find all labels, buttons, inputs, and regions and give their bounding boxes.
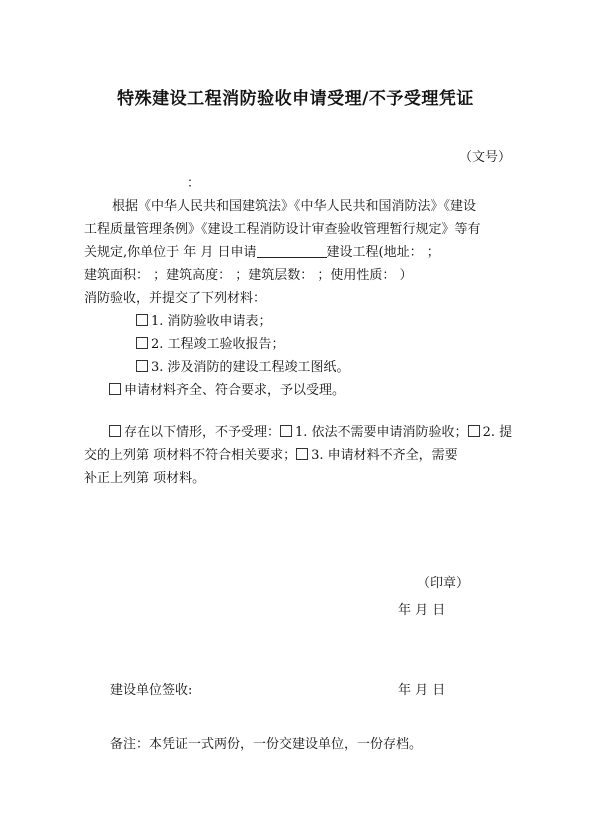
- address-text: 建设工程(地址： ；: [326, 245, 440, 260]
- body-line-4: 建筑面积： ；建筑高度： ；建筑层数： ；使用性质： ）: [84, 268, 413, 283]
- checkbox-icon[interactable]: [136, 360, 148, 372]
- remarks-note: 备注：本凭证一式两份，一份交建设单位，一份存档。: [110, 737, 423, 752]
- seal-label: （印章）: [417, 576, 470, 591]
- checkbox-icon[interactable]: [109, 383, 121, 395]
- checkbox-icon[interactable]: [136, 314, 148, 326]
- material-item-3: 3. 涉及消防的建设工程竣工图纸。: [136, 356, 350, 375]
- reject-line-3: 补正上列第 项材料。: [84, 471, 206, 486]
- checkbox-icon[interactable]: [280, 425, 292, 437]
- seal-date: 年 月 日: [398, 603, 446, 618]
- body-line-3: [84, 241, 440, 260]
- application-date-text: 关规定,你单位于 年 月 日申请: [84, 245, 257, 260]
- project-name-blank: [257, 243, 327, 258]
- checkbox-icon[interactable]: [296, 448, 308, 460]
- material-item-2: 2. 工程竣工验收报告；: [136, 333, 285, 352]
- checkbox-icon[interactable]: [468, 425, 480, 437]
- checkbox-icon[interactable]: [109, 425, 121, 437]
- checkbox-icon[interactable]: [136, 337, 148, 349]
- document-number: （文号）: [459, 150, 512, 165]
- document-title: 特殊建设工程消防验收申请受理/不予受理凭证: [117, 89, 474, 109]
- accept-option: 申请材料齐全、符合要求，予以受理。: [109, 379, 345, 398]
- addressee-colon: ：: [187, 176, 201, 191]
- signature-label: 建设单位签收:: [110, 683, 193, 698]
- reject-option: 存在以下情形，不予受理： 1. 依法不需要申请消防验收； 2. 提: [109, 421, 512, 440]
- body-line-1: 根据《中华人民共和国建筑法》《中华人民共和国消防法》《建设: [112, 199, 477, 214]
- reject-line-2: 交的上列第 项材料不符合相关要求； 3. 申请材料不齐全，需要: [84, 448, 458, 463]
- material-item-1: 1. 消防验收申请表；: [136, 310, 272, 329]
- body-line-5: 消防验收，并提交了下列材料：: [84, 291, 267, 306]
- body-line-2: 工程质量管理条例》《建设工程消防设计审查验收管理暂行规定》等有: [84, 222, 481, 237]
- signature-date: 年 月 日: [398, 683, 446, 698]
